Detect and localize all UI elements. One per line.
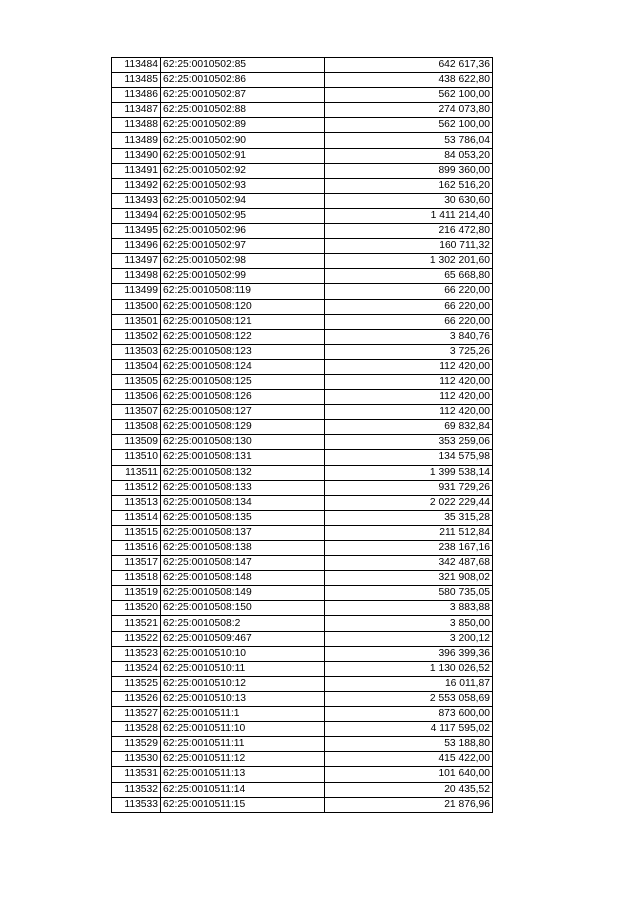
cadastral-number-cell: 62:25:0010508:123 <box>161 344 325 359</box>
row-number-cell: 113497 <box>112 254 161 269</box>
cadastral-number-cell: 62:25:0010508:129 <box>161 420 325 435</box>
cadastral-number-cell: 62:25:0010508:147 <box>161 556 325 571</box>
row-number-cell: 113517 <box>112 556 161 571</box>
value-cell: 580 735,05 <box>325 586 493 601</box>
value-cell: 353 259,06 <box>325 435 493 450</box>
cadastral-number-cell: 62:25:0010502:88 <box>161 103 325 118</box>
cadastral-number-cell: 62:25:0010502:96 <box>161 224 325 239</box>
cadastral-number-cell: 62:25:0010510:12 <box>161 676 325 691</box>
row-number-cell: 113496 <box>112 239 161 254</box>
value-cell: 274 073,80 <box>325 103 493 118</box>
row-number-cell: 113492 <box>112 178 161 193</box>
row-number-cell: 113489 <box>112 133 161 148</box>
cadastral-number-cell: 62:25:0010508:134 <box>161 495 325 510</box>
row-number-cell: 113506 <box>112 390 161 405</box>
cadastral-number-cell: 62:25:0010511:1 <box>161 707 325 722</box>
row-number-cell: 113512 <box>112 480 161 495</box>
table-row <box>112 314 493 329</box>
row-number-cell: 113494 <box>112 208 161 223</box>
value-cell: 438 622,80 <box>325 73 493 88</box>
value-cell: 562 100,00 <box>325 88 493 103</box>
value-cell: 162 516,20 <box>325 178 493 193</box>
row-number-cell: 113527 <box>112 707 161 722</box>
cadastral-number-cell: 62:25:0010508:124 <box>161 359 325 374</box>
row-number-cell: 113519 <box>112 586 161 601</box>
cadastral-number-cell: 62:25:0010508:135 <box>161 510 325 525</box>
row-number-cell: 113503 <box>112 344 161 359</box>
value-cell: 342 487,68 <box>325 556 493 571</box>
table-row <box>112 239 493 254</box>
value-cell: 3 850,00 <box>325 616 493 631</box>
value-cell: 238 167,16 <box>325 541 493 556</box>
table-row <box>112 73 493 88</box>
table-row <box>112 163 493 178</box>
table-row <box>112 405 493 420</box>
table-row <box>112 359 493 374</box>
row-number-cell: 113515 <box>112 525 161 540</box>
cadastral-number-cell: 62:25:0010508:2 <box>161 616 325 631</box>
cadastral-number-cell: 62:25:0010511:15 <box>161 797 325 812</box>
cadastral-number-cell: 62:25:0010511:10 <box>161 722 325 737</box>
cadastral-number-cell: 62:25:0010508:121 <box>161 314 325 329</box>
table-row <box>112 254 493 269</box>
value-cell: 66 220,00 <box>325 284 493 299</box>
table-row <box>112 631 493 646</box>
table-row <box>112 224 493 239</box>
cadastral-number-cell: 62:25:0010502:89 <box>161 118 325 133</box>
cadastral-number-cell: 62:25:0010508:150 <box>161 601 325 616</box>
cadastral-number-cell: 62:25:0010510:10 <box>161 646 325 661</box>
value-cell: 415 422,00 <box>325 752 493 767</box>
table-row <box>112 646 493 661</box>
row-number-cell: 113525 <box>112 676 161 691</box>
table-row <box>112 269 493 284</box>
table-row <box>112 193 493 208</box>
value-cell: 112 420,00 <box>325 405 493 420</box>
cadastral-number-cell: 62:25:0010502:90 <box>161 133 325 148</box>
value-cell: 1 130 026,52 <box>325 661 493 676</box>
table-row <box>112 752 493 767</box>
row-number-cell: 113509 <box>112 435 161 450</box>
table-row <box>112 390 493 405</box>
cadastral-number-cell: 62:25:0010508:130 <box>161 435 325 450</box>
value-cell: 84 053,20 <box>325 148 493 163</box>
cadastral-number-cell: 62:25:0010508:120 <box>161 299 325 314</box>
row-number-cell: 113513 <box>112 495 161 510</box>
table-row <box>112 420 493 435</box>
value-cell: 321 908,02 <box>325 571 493 586</box>
cadastral-number-cell: 62:25:0010508:138 <box>161 541 325 556</box>
row-number-cell: 113531 <box>112 767 161 782</box>
value-cell: 396 399,36 <box>325 646 493 661</box>
table-row <box>112 103 493 118</box>
row-number-cell: 113486 <box>112 88 161 103</box>
value-cell: 53 188,80 <box>325 737 493 752</box>
table-row <box>112 480 493 495</box>
cadastral-number-cell: 62:25:0010502:87 <box>161 88 325 103</box>
table-row <box>112 676 493 691</box>
value-cell: 66 220,00 <box>325 299 493 314</box>
value-cell: 20 435,52 <box>325 782 493 797</box>
value-cell: 1 399 538,14 <box>325 465 493 480</box>
value-cell: 112 420,00 <box>325 390 493 405</box>
table-row <box>112 601 493 616</box>
row-number-cell: 113523 <box>112 646 161 661</box>
value-cell: 3 840,76 <box>325 329 493 344</box>
value-cell: 101 640,00 <box>325 767 493 782</box>
cadastral-number-cell: 62:25:0010509:467 <box>161 631 325 646</box>
row-number-cell: 113516 <box>112 541 161 556</box>
value-cell: 211 512,84 <box>325 525 493 540</box>
table-row <box>112 284 493 299</box>
row-number-cell: 113518 <box>112 571 161 586</box>
cadastral-number-cell: 62:25:0010502:98 <box>161 254 325 269</box>
value-cell: 562 100,00 <box>325 118 493 133</box>
value-cell: 1 302 201,60 <box>325 254 493 269</box>
table-row <box>112 344 493 359</box>
table-row <box>112 435 493 450</box>
row-number-cell: 113524 <box>112 661 161 676</box>
table-row <box>112 737 493 752</box>
row-number-cell: 113510 <box>112 450 161 465</box>
row-number-cell: 113498 <box>112 269 161 284</box>
cadastral-number-cell: 62:25:0010508:122 <box>161 329 325 344</box>
value-cell: 65 668,80 <box>325 269 493 284</box>
table-row <box>112 571 493 586</box>
table-row <box>112 299 493 314</box>
table-row <box>112 450 493 465</box>
value-cell: 3 200,12 <box>325 631 493 646</box>
table-row <box>112 148 493 163</box>
row-number-cell: 113490 <box>112 148 161 163</box>
table-row <box>112 797 493 812</box>
cadastral-number-cell: 62:25:0010508:132 <box>161 465 325 480</box>
value-cell: 66 220,00 <box>325 314 493 329</box>
table-row <box>112 495 493 510</box>
table-row <box>112 525 493 540</box>
row-number-cell: 113511 <box>112 465 161 480</box>
cadastral-number-cell: 62:25:0010502:95 <box>161 208 325 223</box>
cadastral-number-cell: 62:25:0010508:125 <box>161 374 325 389</box>
table-row <box>112 616 493 631</box>
cadastral-number-cell: 62:25:0010502:85 <box>161 58 325 73</box>
row-number-cell: 113485 <box>112 73 161 88</box>
row-number-cell: 113495 <box>112 224 161 239</box>
row-number-cell: 113521 <box>112 616 161 631</box>
value-cell: 3 725,26 <box>325 344 493 359</box>
table-row <box>112 510 493 525</box>
row-number-cell: 113500 <box>112 299 161 314</box>
table-row <box>112 707 493 722</box>
cadastral-number-cell: 62:25:0010511:11 <box>161 737 325 752</box>
value-cell: 2 022 229,44 <box>325 495 493 510</box>
row-number-cell: 113488 <box>112 118 161 133</box>
row-number-cell: 113487 <box>112 103 161 118</box>
row-number-cell: 113499 <box>112 284 161 299</box>
table-body <box>112 58 493 813</box>
table-row <box>112 329 493 344</box>
table-row <box>112 556 493 571</box>
table-row <box>112 722 493 737</box>
table-row <box>112 58 493 73</box>
row-number-cell: 113493 <box>112 193 161 208</box>
row-number-cell: 113533 <box>112 797 161 812</box>
cadastral-number-cell: 62:25:0010502:97 <box>161 239 325 254</box>
cadastral-number-cell: 62:25:0010508:131 <box>161 450 325 465</box>
cadastral-number-cell: 62:25:0010511:12 <box>161 752 325 767</box>
value-cell: 931 729,26 <box>325 480 493 495</box>
cadastral-number-cell: 62:25:0010508:149 <box>161 586 325 601</box>
cadastral-number-cell: 62:25:0010510:11 <box>161 661 325 676</box>
cadastral-number-cell: 62:25:0010502:93 <box>161 178 325 193</box>
row-number-cell: 113532 <box>112 782 161 797</box>
cadastral-number-cell: 62:25:0010511:13 <box>161 767 325 782</box>
value-cell: 2 553 058,69 <box>325 691 493 706</box>
value-cell: 873 600,00 <box>325 707 493 722</box>
value-cell: 4 117 595,02 <box>325 722 493 737</box>
cadastral-number-cell: 62:25:0010508:148 <box>161 571 325 586</box>
value-cell: 30 630,60 <box>325 193 493 208</box>
table-row <box>112 374 493 389</box>
cadastral-number-cell: 62:25:0010510:13 <box>161 691 325 706</box>
table-row <box>112 465 493 480</box>
value-cell: 69 832,84 <box>325 420 493 435</box>
row-number-cell: 113504 <box>112 359 161 374</box>
cadastral-number-cell: 62:25:0010502:91 <box>161 148 325 163</box>
row-number-cell: 113484 <box>112 58 161 73</box>
row-number-cell: 113528 <box>112 722 161 737</box>
row-number-cell: 113514 <box>112 510 161 525</box>
table-row <box>112 133 493 148</box>
value-cell: 53 786,04 <box>325 133 493 148</box>
value-cell: 1 411 214,40 <box>325 208 493 223</box>
value-cell: 112 420,00 <box>325 359 493 374</box>
row-number-cell: 113526 <box>112 691 161 706</box>
value-cell: 35 315,28 <box>325 510 493 525</box>
row-number-cell: 113502 <box>112 329 161 344</box>
cadastral-number-cell: 62:25:0010508:133 <box>161 480 325 495</box>
value-cell: 134 575,98 <box>325 450 493 465</box>
table-row <box>112 178 493 193</box>
cadastral-number-cell: 62:25:0010511:14 <box>161 782 325 797</box>
row-number-cell: 113529 <box>112 737 161 752</box>
table-row <box>112 208 493 223</box>
value-cell: 899 360,00 <box>325 163 493 178</box>
value-cell: 160 711,32 <box>325 239 493 254</box>
row-number-cell: 113508 <box>112 420 161 435</box>
table-row <box>112 767 493 782</box>
cadastral-number-cell: 62:25:0010502:92 <box>161 163 325 178</box>
row-number-cell: 113491 <box>112 163 161 178</box>
value-cell: 216 472,80 <box>325 224 493 239</box>
value-cell: 642 617,36 <box>325 58 493 73</box>
value-cell: 16 011,87 <box>325 676 493 691</box>
row-number-cell: 113530 <box>112 752 161 767</box>
cadastral-number-cell: 62:25:0010508:126 <box>161 390 325 405</box>
value-cell: 21 876,96 <box>325 797 493 812</box>
cadastral-number-cell: 62:25:0010508:137 <box>161 525 325 540</box>
row-number-cell: 113520 <box>112 601 161 616</box>
table-row <box>112 541 493 556</box>
row-number-cell: 113505 <box>112 374 161 389</box>
cadastral-number-cell: 62:25:0010508:127 <box>161 405 325 420</box>
table-row <box>112 118 493 133</box>
row-number-cell: 113522 <box>112 631 161 646</box>
cadastral-number-cell: 62:25:0010502:86 <box>161 73 325 88</box>
table-row <box>112 661 493 676</box>
value-cell: 112 420,00 <box>325 374 493 389</box>
row-number-cell: 113501 <box>112 314 161 329</box>
cadastral-number-cell: 62:25:0010508:119 <box>161 284 325 299</box>
cadastral-number-cell: 62:25:0010502:99 <box>161 269 325 284</box>
row-number-cell: 113507 <box>112 405 161 420</box>
data-table <box>111 57 493 813</box>
table-row <box>112 88 493 103</box>
cadastral-number-cell: 62:25:0010502:94 <box>161 193 325 208</box>
table-row <box>112 782 493 797</box>
value-cell: 3 883,88 <box>325 601 493 616</box>
table-row <box>112 691 493 706</box>
table-row <box>112 586 493 601</box>
